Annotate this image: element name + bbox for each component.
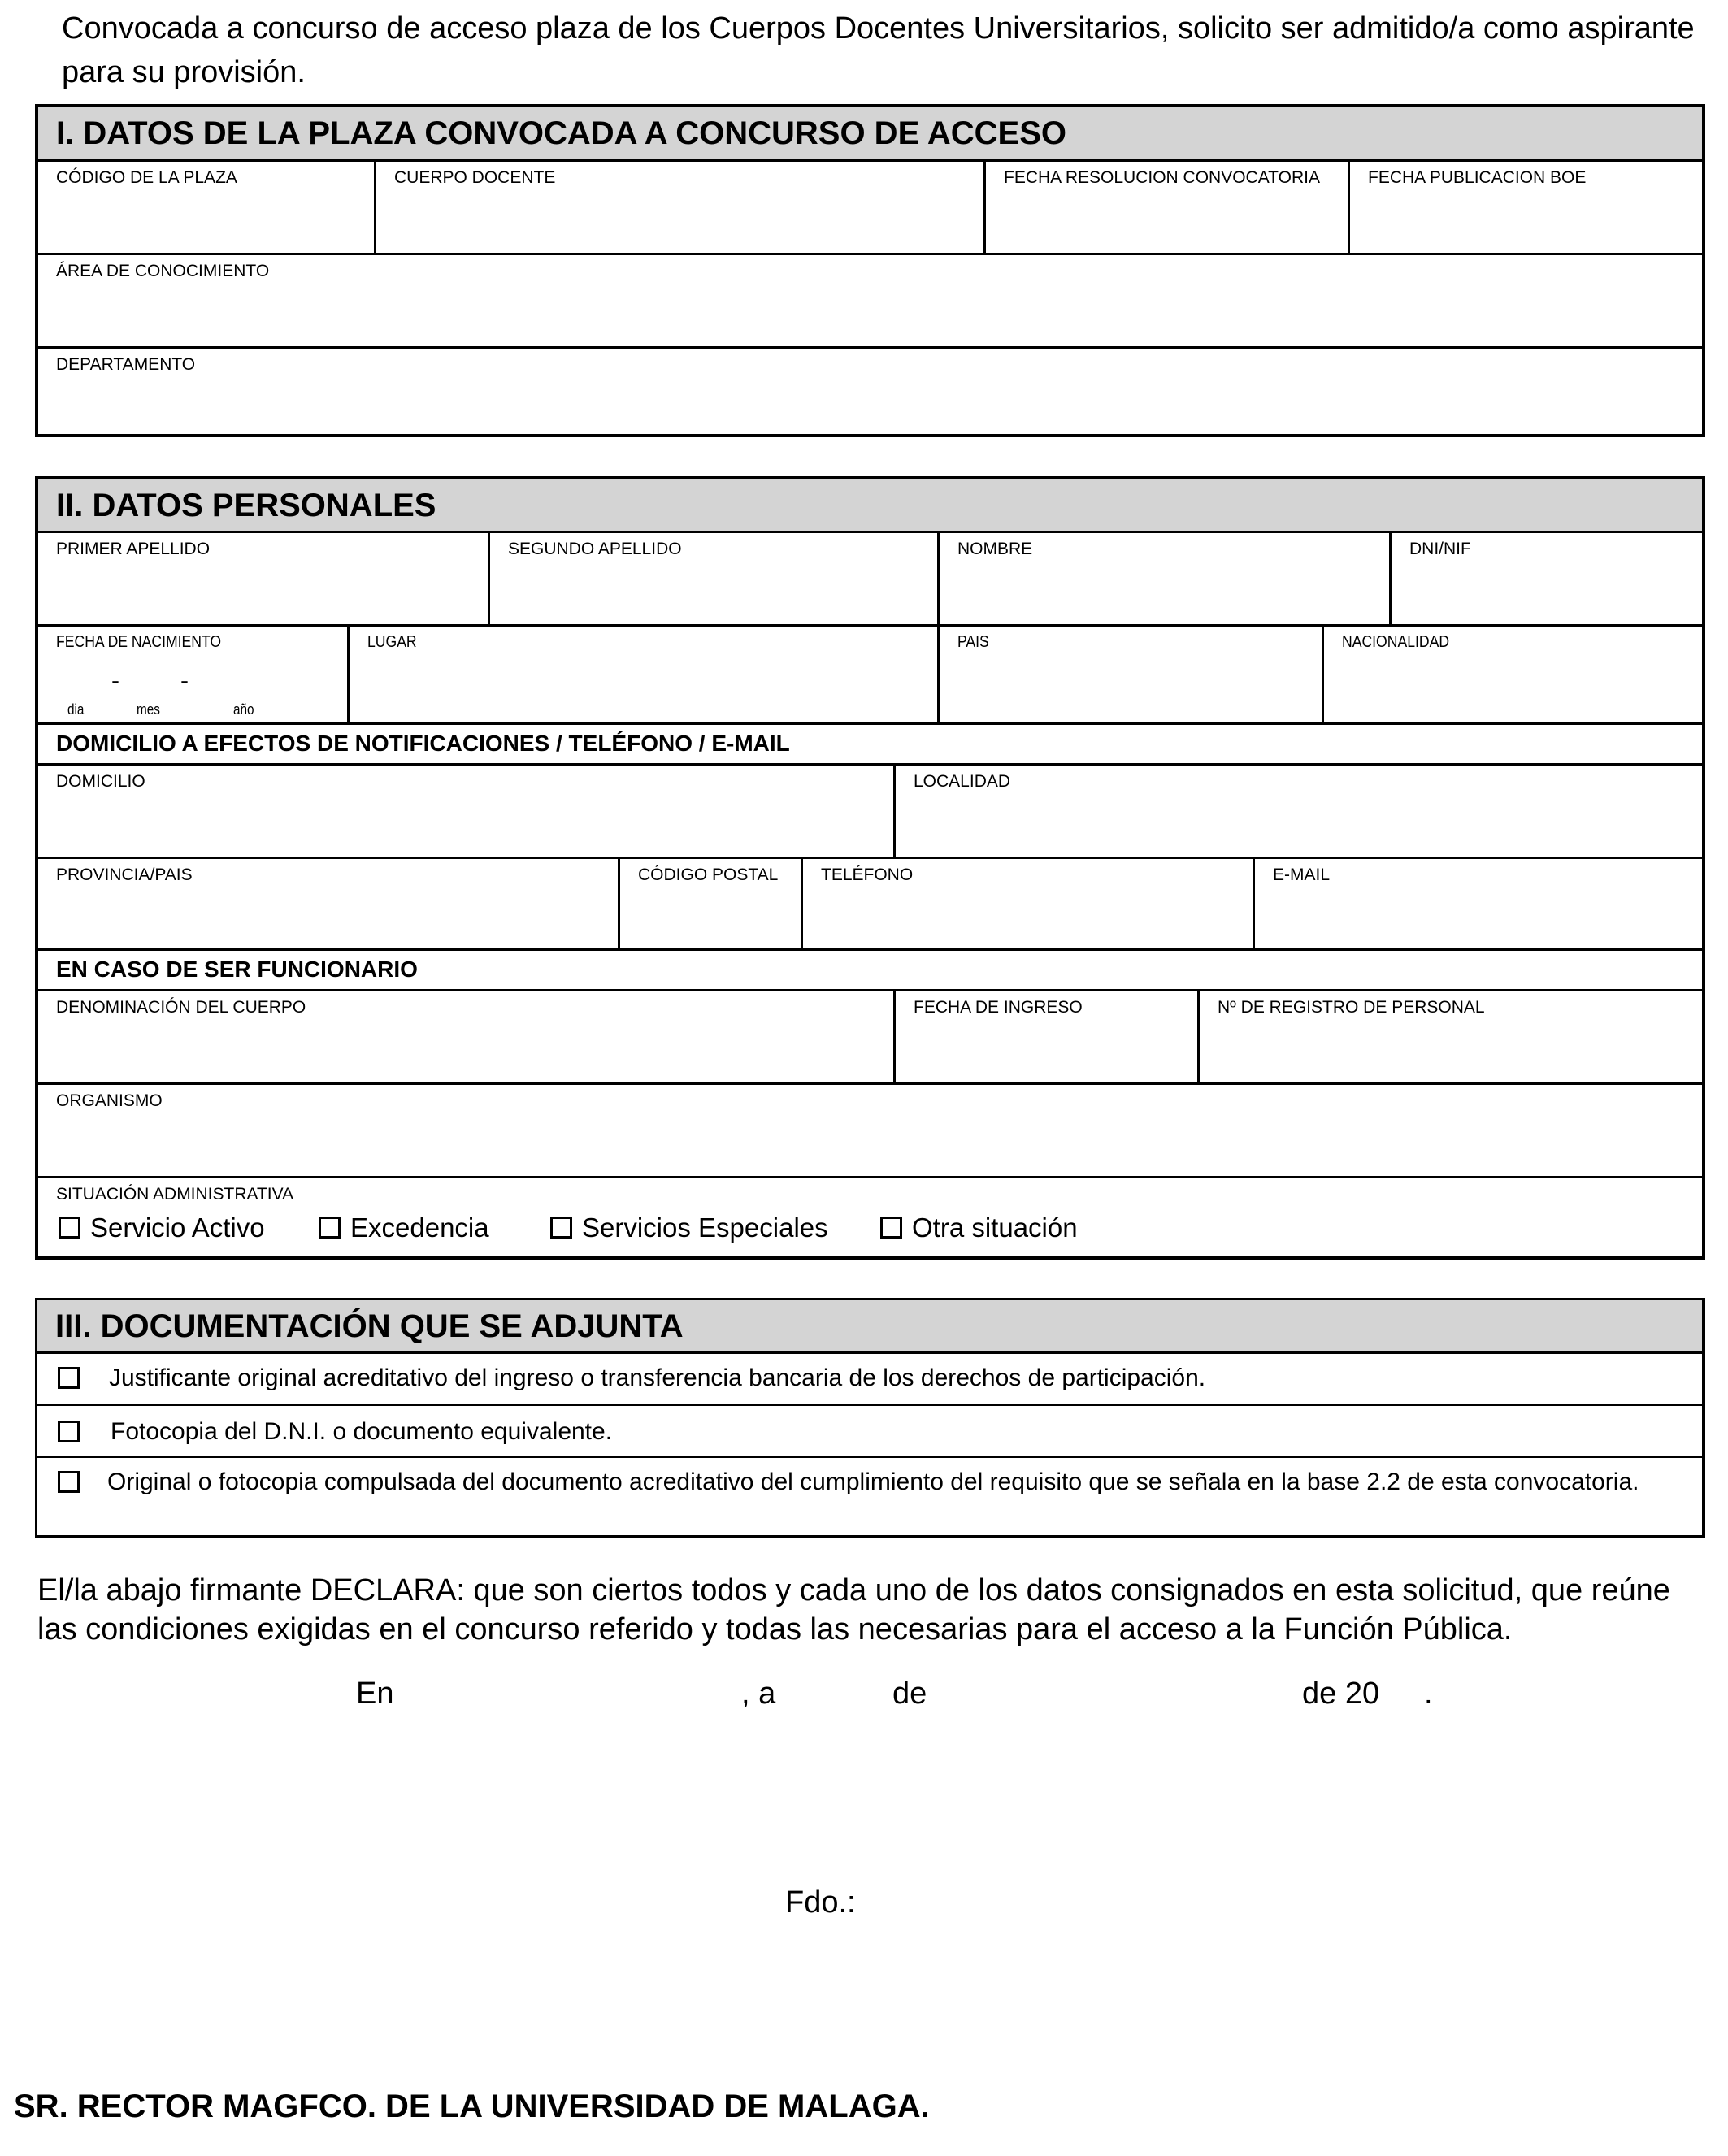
field-pais[interactable] (937, 627, 1322, 722)
sig-de20: de 20 (1302, 1677, 1380, 1711)
doc-item-text: Justificante original acreditativo del ingreso o transferencia bancaria de los derechos de participación. (109, 1364, 1206, 1391)
field-area[interactable] (38, 255, 1702, 349)
field-nombre[interactable] (937, 533, 1389, 624)
doc-item (37, 1354, 1702, 1406)
checkbox-dni[interactable] (58, 1421, 80, 1442)
field-fecha-boe[interactable] (1348, 162, 1702, 253)
label-codigo-postal: CÓDIGO POSTAL (638, 865, 779, 884)
label-dia: dia (67, 701, 85, 718)
domicilio-header-row (38, 725, 1702, 766)
funcionario-header: EN CASO DE SER FUNCIONARIO (56, 957, 418, 982)
field-departamento[interactable] (38, 349, 1702, 437)
field-fecha-ingreso[interactable] (893, 991, 1197, 1082)
label-codigo-plaza: CÓDIGO DE LA PLAZA (56, 168, 237, 187)
checkbox-servicio-activo[interactable] (59, 1217, 80, 1239)
field-dni[interactable] (1389, 533, 1702, 624)
declaration-text: El/la abajo firmante DECLARA: que son ciertos todos y cada uno de los datos consignados en esta solicitud, que reúne las condiciones exigidas en el concurso referido y todas las necesarias para el acceso a la Función Pública. (37, 1573, 1670, 1646)
option-label: Servicio Activo (90, 1212, 265, 1243)
label-pais: PAIS (957, 633, 989, 651)
label-fecha-nacimiento: FECHA DE NACIMIENTO (56, 633, 222, 651)
field-segundo-apellido[interactable] (488, 533, 937, 624)
label-situacion: SITUACIÓN ADMINISTRATIVA (56, 1185, 294, 1204)
label-domicilio: DOMICILIO (56, 772, 145, 791)
option-servicios-especiales[interactable] (550, 1212, 828, 1243)
section-plaza-title: I. DATOS DE LA PLAZA CONVOCADA A CONCURSO DE ACCESO (38, 107, 1702, 162)
checkbox-servicios-especiales[interactable] (550, 1217, 572, 1239)
label-provincia: PROVINCIA/PAIS (56, 865, 193, 884)
plaza-row-1 (38, 162, 1702, 255)
checkbox-excedencia[interactable] (319, 1217, 341, 1239)
label-telefono: TELÉFONO (821, 865, 914, 884)
intro-text: Convocada a concurso de acceso plaza de los Cuerpos Docentes Universitarios, solicito ser admitido/a como aspirante para su provisión. (62, 11, 1695, 89)
sig-de: de (892, 1677, 927, 1711)
fdo-label: Fdo.: (785, 1885, 856, 1920)
sig-en: En (356, 1677, 394, 1711)
section-personales (35, 476, 1705, 1260)
label-lugar: LUGAR (367, 633, 417, 651)
label-email: E-MAIL (1273, 865, 1331, 884)
option-label: Otra situación (912, 1212, 1078, 1243)
field-registro[interactable] (1197, 991, 1702, 1082)
label-registro: Nº DE REGISTRO DE PERSONAL (1218, 998, 1485, 1017)
option-label: Excedencia (350, 1212, 489, 1243)
option-otra-situacion[interactable] (880, 1212, 1078, 1243)
addressee-footer: SR. RECTOR MAGFCO. DE LA UNIVERSIDAD DE MALAGA. (14, 2089, 930, 2124)
label-localidad: LOCALIDAD (914, 772, 1011, 791)
label-dni: DNI/NIF (1409, 540, 1471, 558)
field-fecha-nacimiento[interactable] (38, 627, 347, 722)
label-organismo: ORGANISMO (56, 1091, 163, 1110)
label-anio: año (233, 701, 254, 718)
field-codigo-plaza[interactable] (38, 162, 374, 253)
label-mes: mes (137, 701, 160, 718)
doc-item (37, 1458, 1702, 1537)
section-personales-title: II. DATOS PERSONALES (38, 479, 1702, 533)
label-area: ÁREA DE CONOCIMIENTO (56, 262, 270, 280)
personal-row-domicilio (38, 766, 1702, 859)
doc-item-text: Fotocopia del D.N.I. o documento equivalente. (111, 1418, 613, 1445)
field-primer-apellido[interactable] (38, 533, 488, 624)
label-fecha-ingreso: FECHA DE INGRESO (914, 998, 1083, 1017)
field-email[interactable] (1253, 859, 1702, 948)
section-documentacion (35, 1298, 1705, 1538)
field-lugar[interactable] (347, 627, 937, 722)
option-label: Servicios Especiales (582, 1212, 828, 1243)
field-organismo[interactable] (38, 1085, 1702, 1178)
personal-row-1 (38, 533, 1702, 627)
personal-row-2 (38, 627, 1702, 725)
checkbox-otra-situacion[interactable] (880, 1217, 902, 1239)
situacion-row (38, 1178, 1702, 1260)
personal-row-provincia (38, 859, 1702, 951)
date-separator-1: - (111, 667, 119, 694)
field-domicilio[interactable] (38, 766, 893, 857)
option-servicio-activo[interactable] (59, 1212, 265, 1243)
doc-item-text: Original o fotocopia compulsada del documento acreditativo del cumplimiento del requisito que se señala en la base 2.2 de esta convocatoria. (107, 1468, 1639, 1495)
date-separator-2: - (180, 667, 189, 694)
field-cuerpo-docente[interactable] (374, 162, 983, 253)
field-fecha-resolucion[interactable] (983, 162, 1348, 253)
checkbox-requisito[interactable] (58, 1471, 80, 1493)
label-departamento: DEPARTAMENTO (56, 355, 196, 374)
domicilio-header: DOMICILIO A EFECTOS DE NOTIFICACIONES / TELÉFONO / E-MAIL (56, 731, 790, 756)
doc-item (37, 1406, 1702, 1458)
label-primer-apellido: PRIMER APELLIDO (56, 540, 211, 558)
field-localidad[interactable] (893, 766, 1702, 857)
label-nombre: NOMBRE (957, 540, 1033, 558)
personal-row-cuerpo (38, 991, 1702, 1085)
field-codigo-postal[interactable] (618, 859, 801, 948)
field-telefono[interactable] (801, 859, 1253, 948)
checkbox-justificante[interactable] (58, 1367, 80, 1389)
label-cuerpo-docente: CUERPO DOCENTE (394, 168, 556, 187)
field-denominacion[interactable] (38, 991, 893, 1082)
sig-dot: . (1424, 1677, 1433, 1711)
option-excedencia[interactable] (319, 1212, 489, 1243)
field-provincia[interactable] (38, 859, 618, 948)
label-segundo-apellido: SEGUNDO APELLIDO (508, 540, 682, 558)
label-denominacion: DENOMINACIÓN DEL CUERPO (56, 998, 306, 1017)
section-documentacion-title: III. DOCUMENTACIÓN QUE SE ADJUNTA (37, 1300, 1702, 1354)
section-plaza (35, 104, 1705, 437)
label-nacionalidad: NACIONALIDAD (1342, 633, 1450, 651)
sig-a: , a (741, 1677, 776, 1711)
funcionario-header-row (38, 951, 1702, 991)
label-fecha-boe: FECHA PUBLICACION BOE (1368, 168, 1587, 187)
field-nacionalidad[interactable] (1322, 627, 1702, 722)
label-fecha-resolucion: FECHA RESOLUCION CONVOCATORIA (1004, 168, 1320, 187)
